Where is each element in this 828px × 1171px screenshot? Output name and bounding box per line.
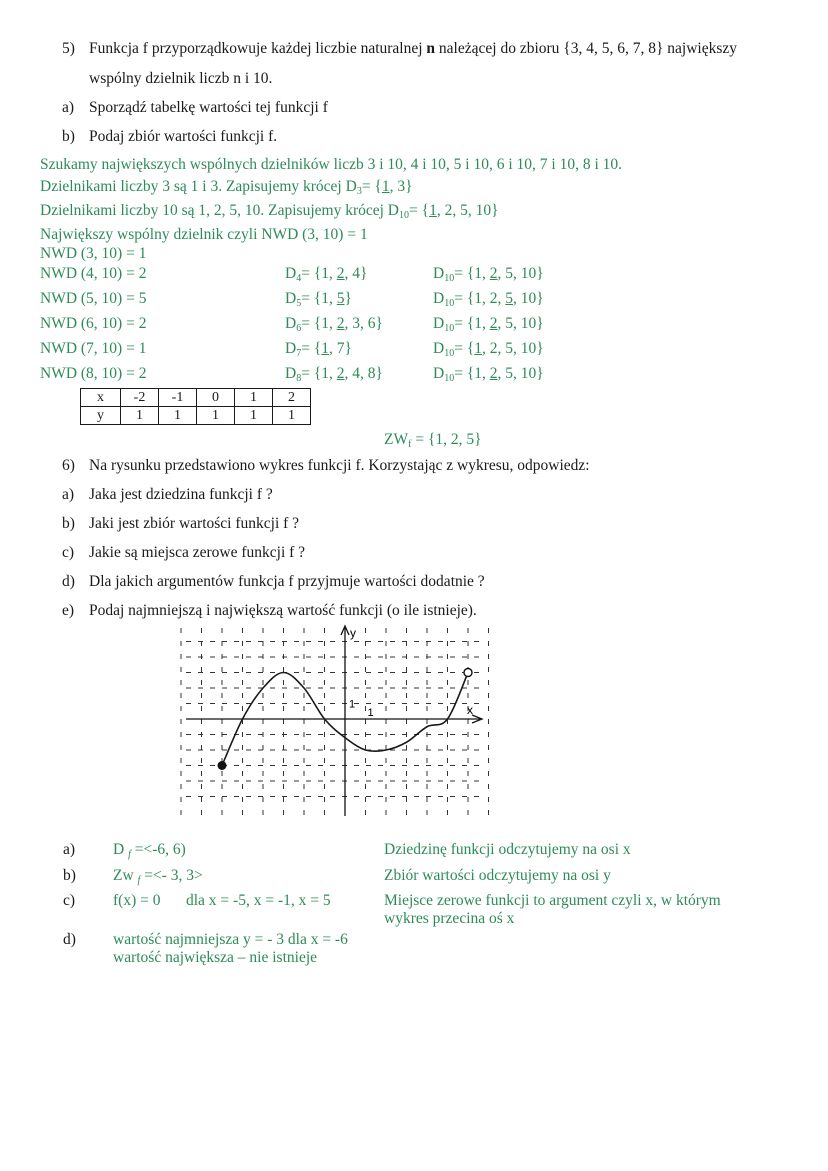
task6-number: 6) — [62, 457, 75, 474]
closed-endpoint — [218, 761, 227, 770]
task5-b-text: Podaj zbiór wartości funkcji f. — [89, 128, 278, 145]
answer-c-label: c) — [63, 892, 76, 909]
nwd-row: NWD (5, 10) = 5 — [40, 290, 147, 307]
table-cell: 1 — [235, 407, 273, 425]
axis-x-label: x — [467, 703, 473, 717]
axis-y-label: y — [350, 626, 356, 640]
divisors-10: $D_{10}= \{1$, 2, 5, 10} — [433, 265, 544, 284]
values-table — [80, 388, 311, 425]
answer-b-value: Zw $_f$ =<- 3, 3> — [113, 867, 203, 886]
answer-d-label: d) — [63, 931, 76, 948]
task5-b-label: b) — [62, 128, 75, 145]
task5-intro: Funkcja f przyporządkowuje każdej liczbie naturalnej n należącej do zbioru {3, 4, 5, 6, 7, 8} największy — [89, 40, 738, 57]
answer-c-note1: Miejsce zerowe funkcji to argument czyli x, w którym — [384, 892, 721, 909]
task6-question-label: d) — [62, 573, 75, 590]
answer-d-line2: wartość największa – nie istnieje — [113, 949, 318, 966]
divisors-n: $D_5= \{1$, 5} — [285, 290, 352, 309]
task6-question-label: c) — [62, 544, 75, 561]
divisors-n: $D_4= \{1$, 2, 4} — [285, 265, 368, 284]
divisors-n: $D_6= \{1$, 2, 3, 6} — [285, 315, 383, 334]
task5-a-text: Sporządź tabelkę wartości tej funkcji f — [89, 99, 328, 116]
table-cell: -1 — [159, 389, 197, 407]
table-cell: 1 — [121, 407, 159, 425]
nwd-row: NWD (6, 10) = 2 — [40, 315, 147, 332]
table-row-x — [81, 389, 311, 407]
divisors-10: $D_{10}= \{1$, 2, 5, 10} — [433, 340, 544, 359]
table-cell: 0 — [197, 389, 235, 407]
task6-question-label: b) — [62, 515, 75, 532]
table-cell: 1 — [197, 407, 235, 425]
answer-b-label: b) — [63, 867, 76, 884]
nwd-row: NWD (8, 10) = 2 — [40, 365, 147, 382]
divisors-n: $D_7= \{1$, 7} — [285, 340, 352, 359]
tick-label-x: 1 — [367, 707, 374, 719]
task6-question-text: Jakie są miejsca zerowe funkcji f ? — [89, 544, 306, 561]
answer-c-value: f(x) = 0 — [113, 892, 161, 909]
divisors-10: $D_{10}= \{1$, 2, 5, 10} — [433, 290, 544, 309]
task6-question-text: Jaka jest dziedzina funkcji f ? — [89, 486, 273, 503]
task6-question-label: e) — [62, 602, 75, 619]
solution5-line2: Dzielnikami liczby 3 są 1 i 3. Zapisujemy krócej $D_3= \{1$, 3} — [40, 178, 413, 197]
table-cell: -2 — [121, 389, 159, 407]
answer-a-label: a) — [63, 841, 76, 858]
task6-question-text: Dla jakich argumentów funkcja f przyjmuje wartości dodatnie ? — [89, 573, 485, 590]
answer-c-zeros: dla x = -5, x = -1, x = 5 — [186, 892, 331, 909]
nwd-row: NWD (4, 10) = 2 — [40, 265, 147, 282]
task6-intro: Na rysunku przedstawiono wykres funkcji f. Korzystając z wykresu, odpowiedz: — [89, 457, 590, 474]
table-header-y: y — [81, 407, 121, 425]
task5-intro-line2: wspólny dzielnik liczb n i 10. — [89, 70, 273, 87]
task5-number: 5) — [62, 40, 75, 57]
zw-result: $ZW_f = \{1$, 2, 5} — [384, 431, 482, 450]
solution5-line1: Szukamy największych wspólnych dzielników liczb 3 i 10, 4 i 10, 5 i 10, 6 i 10, 7 i 10, 8 i 10. — [40, 156, 623, 173]
function-graph — [180, 622, 490, 820]
table-cell: 2 — [273, 389, 311, 407]
task6-question-text: Podaj najmniejszą i największą wartość funkcji (o ile istnieje). — [89, 602, 477, 619]
answer-a-note: Dziedzinę funkcji odczytujemy na osi x — [384, 841, 631, 858]
answer-a-value: D $_f$ =<-6, 6) — [113, 841, 186, 860]
table-cell: 1 — [235, 389, 273, 407]
task5-a-label: a) — [62, 99, 75, 116]
nwd-row: NWD (7, 10) = 1 — [40, 340, 147, 357]
table-cell: 1 — [273, 407, 311, 425]
divisors-10: $D_{10}= \{1$, 2, 5, 10} — [433, 365, 544, 384]
answer-d-line1: wartość najmniejsza y = - 3 dla x = -6 — [113, 931, 348, 948]
task6-question-text: Jaki jest zbiór wartości funkcji f ? — [89, 515, 300, 532]
table-row-y — [81, 407, 311, 425]
task6-question-label: a) — [62, 486, 75, 503]
answer-c-note2: wykres przecina oś x — [384, 910, 515, 927]
open-endpoint — [464, 669, 472, 677]
solution5-line4: Największy wspólny dzielnik czyli NWD (3, 10) = 1 — [40, 226, 368, 243]
tick-label-y: 1 — [349, 698, 356, 711]
table-cell: 1 — [159, 407, 197, 425]
answer-b-note: Zbiór wartości odczytujemy na osi y — [384, 867, 611, 884]
divisors-10: $D_{10}= \{1$, 2, 5, 10} — [433, 315, 544, 334]
solution5-line3: Dzielnikami liczby 10 są 1, 2, 5, 10. Zapisujemy krócej $D_{10}= \{1$, 2, 5, 10} — [40, 202, 499, 221]
divisors-n: $D_8= \{1$, 2, 4, 8} — [285, 365, 383, 384]
nwd-first: NWD (3, 10) = 1 — [40, 245, 147, 262]
table-header-x: x — [81, 389, 121, 407]
